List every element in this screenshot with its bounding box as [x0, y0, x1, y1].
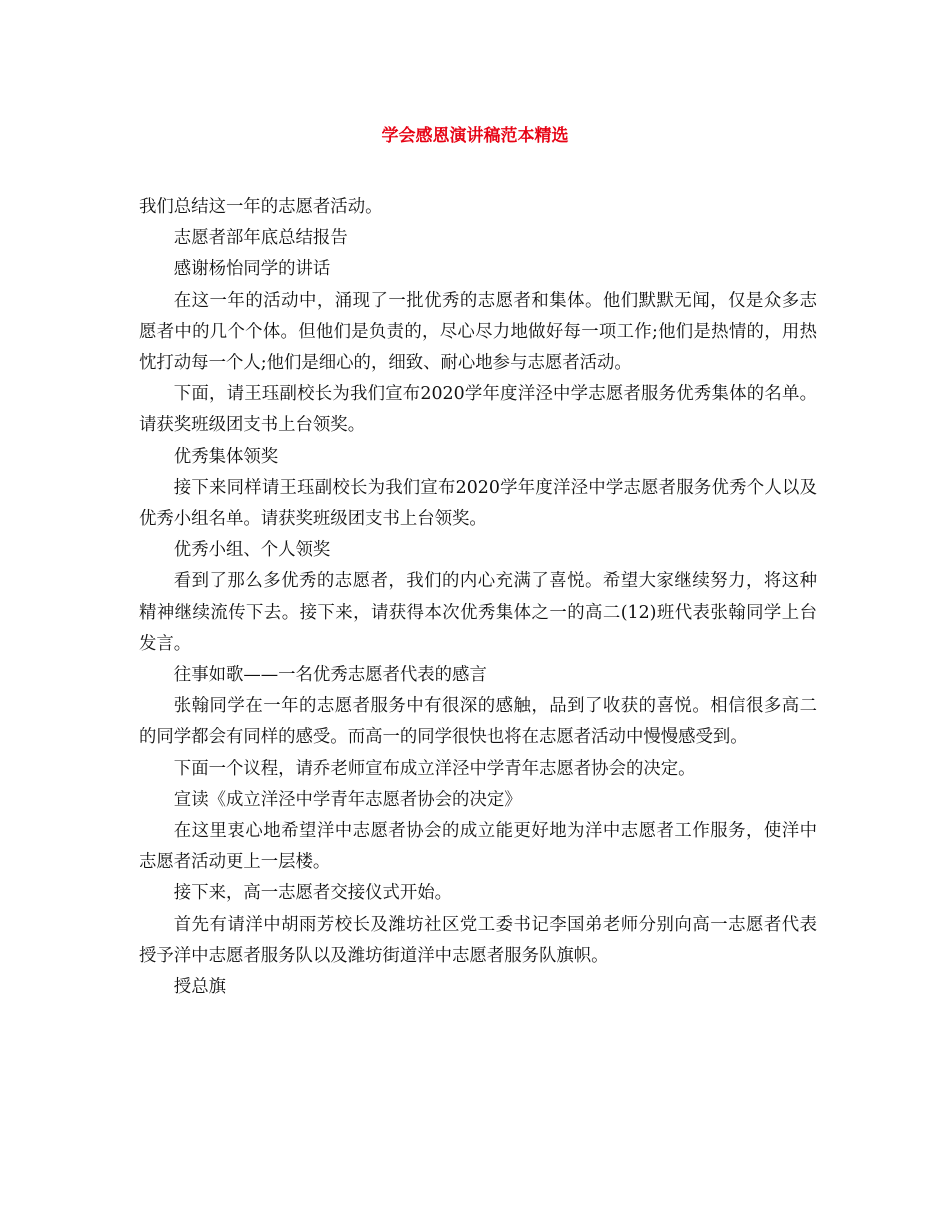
paragraph: 往事如歌——一名优秀志愿者代表的感言 — [173, 665, 487, 686]
paragraph: 在这一年的活动中，涌现了一批优秀的志愿者和集体。他们默默无闻，仅是众多志愿者中的几个个体。但他们是负责的，尽心尽力地做好每一项工作;他们是热情的，用热忱打动每一个人;他们是细心的，细致、耐心地参与志愿者活动。 — [139, 290, 817, 374]
paragraph: 宣读《成立洋泾中学青年志愿者协会的决定》 — [173, 789, 522, 810]
paragraph: 接下来同样请王珏副校长为我们宣布2020学年度洋泾中学志愿者服务优秀个人以及优秀小组名单。请获奖班级团支书上台领奖。 — [139, 477, 817, 530]
paragraph: 张翰同学在一年的志愿者服务中有很深的感触，品到了收获的喜悦。相信很多高二的同学都会有同样的感受。而高一的同学很快也将在志愿者活动中慢慢感受到。 — [139, 696, 817, 748]
paragraph: 在这里衷心地希望洋中志愿者协会的成立能更好地为洋中志愿者工作服务，使洋中志愿者活动更上一层楼。 — [139, 821, 817, 873]
document-body — [139, 192, 817, 1003]
paragraph: 感谢杨怡同学的讲话 — [173, 259, 331, 280]
paragraph: 优秀集体领奖 — [173, 446, 279, 467]
paragraph: 接下来，高一志愿者交接仪式开始。 — [173, 883, 453, 904]
paragraph: 优秀小组、个人领奖 — [173, 540, 331, 561]
paragraph: 志愿者部年底总结报告 — [173, 228, 348, 249]
document-title: 学会感恩演讲稿范本精选 — [381, 126, 569, 146]
paragraph: 看到了那么多优秀的志愿者，我们的内心充满了喜悦。希望大家继续努力，将这种精神继续流传下去。接下来，请获得本次优秀集体之一的高二(12)班代表张翰同学上台发言。 — [139, 571, 817, 654]
paragraph: 授总旗 — [173, 977, 226, 998]
paragraph: 下面一个议程，请乔老师宣布成立洋泾中学青年志愿者协会的决定。 — [173, 758, 696, 779]
paragraph: 我们总结这一年的志愿者活动。 — [139, 197, 383, 217]
paragraph: 首先有请洋中胡雨芳校长及潍坊社区党工委书记李国弟老师分别向高一志愿者代表授予洋中志愿者服务队以及潍坊街道洋中志愿者服务队旗帜。 — [139, 914, 817, 966]
paragraph: 下面，请王珏副校长为我们宣布2020学年度洋泾中学志愿者服务优秀集体的名单。请获奖班级团支书上台领奖。 — [139, 384, 817, 436]
